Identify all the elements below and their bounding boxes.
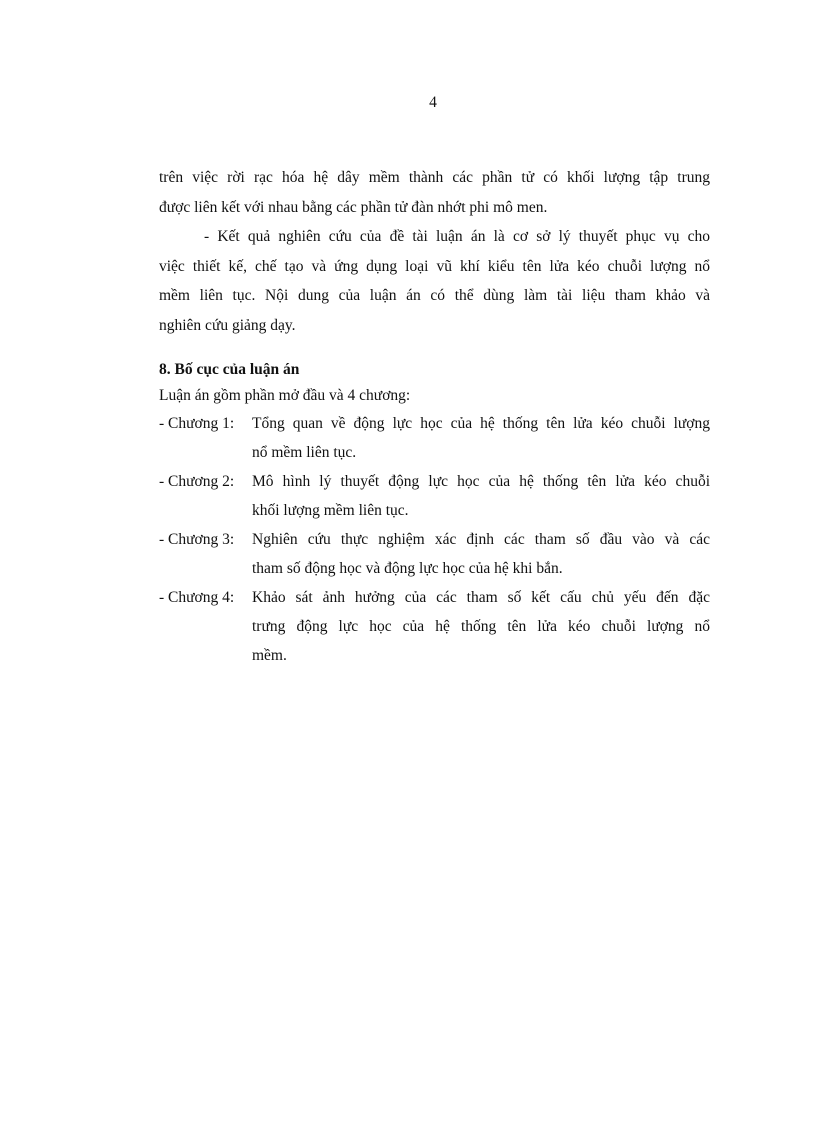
chapter-line: Khảo sát ảnh hưởng của các tham số kết cấu chủ yếu đến đặc (252, 588, 710, 606)
chapter-description (252, 409, 710, 467)
chapter-description (252, 583, 710, 670)
page-number: 4 (429, 94, 437, 111)
paragraph-line: trên việc rời rạc hóa hệ dây mềm thành các phần tử có khối lượng tập trung (159, 169, 710, 186)
chapter-line: nổ mềm liên tục. (252, 443, 357, 461)
paragraph-line: được liên kết với nhau bằng các phần tử đàn nhớt phi mô men. (159, 198, 548, 216)
chapter-description (252, 525, 710, 583)
chapter-label: - Chương 4: (159, 588, 235, 606)
body-paragraph-1 (159, 163, 710, 222)
chapter-description (252, 467, 710, 525)
body-paragraph-2 (159, 222, 710, 340)
chapter-label: - Chương 2: (159, 472, 235, 490)
chapter-line: Nghiên cứu thực nghiệm xác định các tham số đầu vào và các (252, 530, 710, 548)
paragraph-line: mềm liên tục. Nội dung của luận án có thể dùng làm tài liệu tham khảo và (159, 287, 710, 305)
chapter-line: Mô hình lý thuyết động lực học của hệ thống tên lửa kéo chuỗi (252, 472, 710, 490)
paragraph-line: nghiên cứu giảng dạy. (159, 316, 296, 334)
section-intro: Luận án gồm phần mở đầu và 4 chương: (159, 386, 411, 404)
chapter-line: trưng động lực học của hệ thống tên lửa kéo chuỗi lượng nổ (252, 617, 710, 635)
chapter-line: khối lượng mềm liên tục. (252, 501, 409, 519)
page-content (159, 163, 710, 670)
chapter-item-3 (159, 525, 710, 583)
chapter-item-4 (159, 583, 710, 670)
chapter-line: tham số động học và động lực học của hệ khi bắn. (252, 559, 563, 577)
chapter-line: mềm. (252, 646, 287, 664)
chapter-item-1 (159, 409, 710, 467)
paragraph-line: việc thiết kế, chế tạo và ứng dụng loại vũ khí kiểu tên lửa kéo chuỗi lượng nổ (159, 257, 710, 275)
chapter-label: - Chương 3: (159, 530, 235, 548)
section-heading: 8. Bố cục của luận án (159, 360, 300, 378)
chapter-label: - Chương 1: (159, 414, 235, 432)
paragraph-line: - Kết quả nghiên cứu của đề tài luận án là cơ sở lý thuyết phục vụ cho (204, 228, 710, 246)
chapter-item-2 (159, 467, 710, 525)
chapter-line: Tổng quan về động lực học của hệ thống tên lửa kéo chuỗi lượng (252, 414, 710, 432)
